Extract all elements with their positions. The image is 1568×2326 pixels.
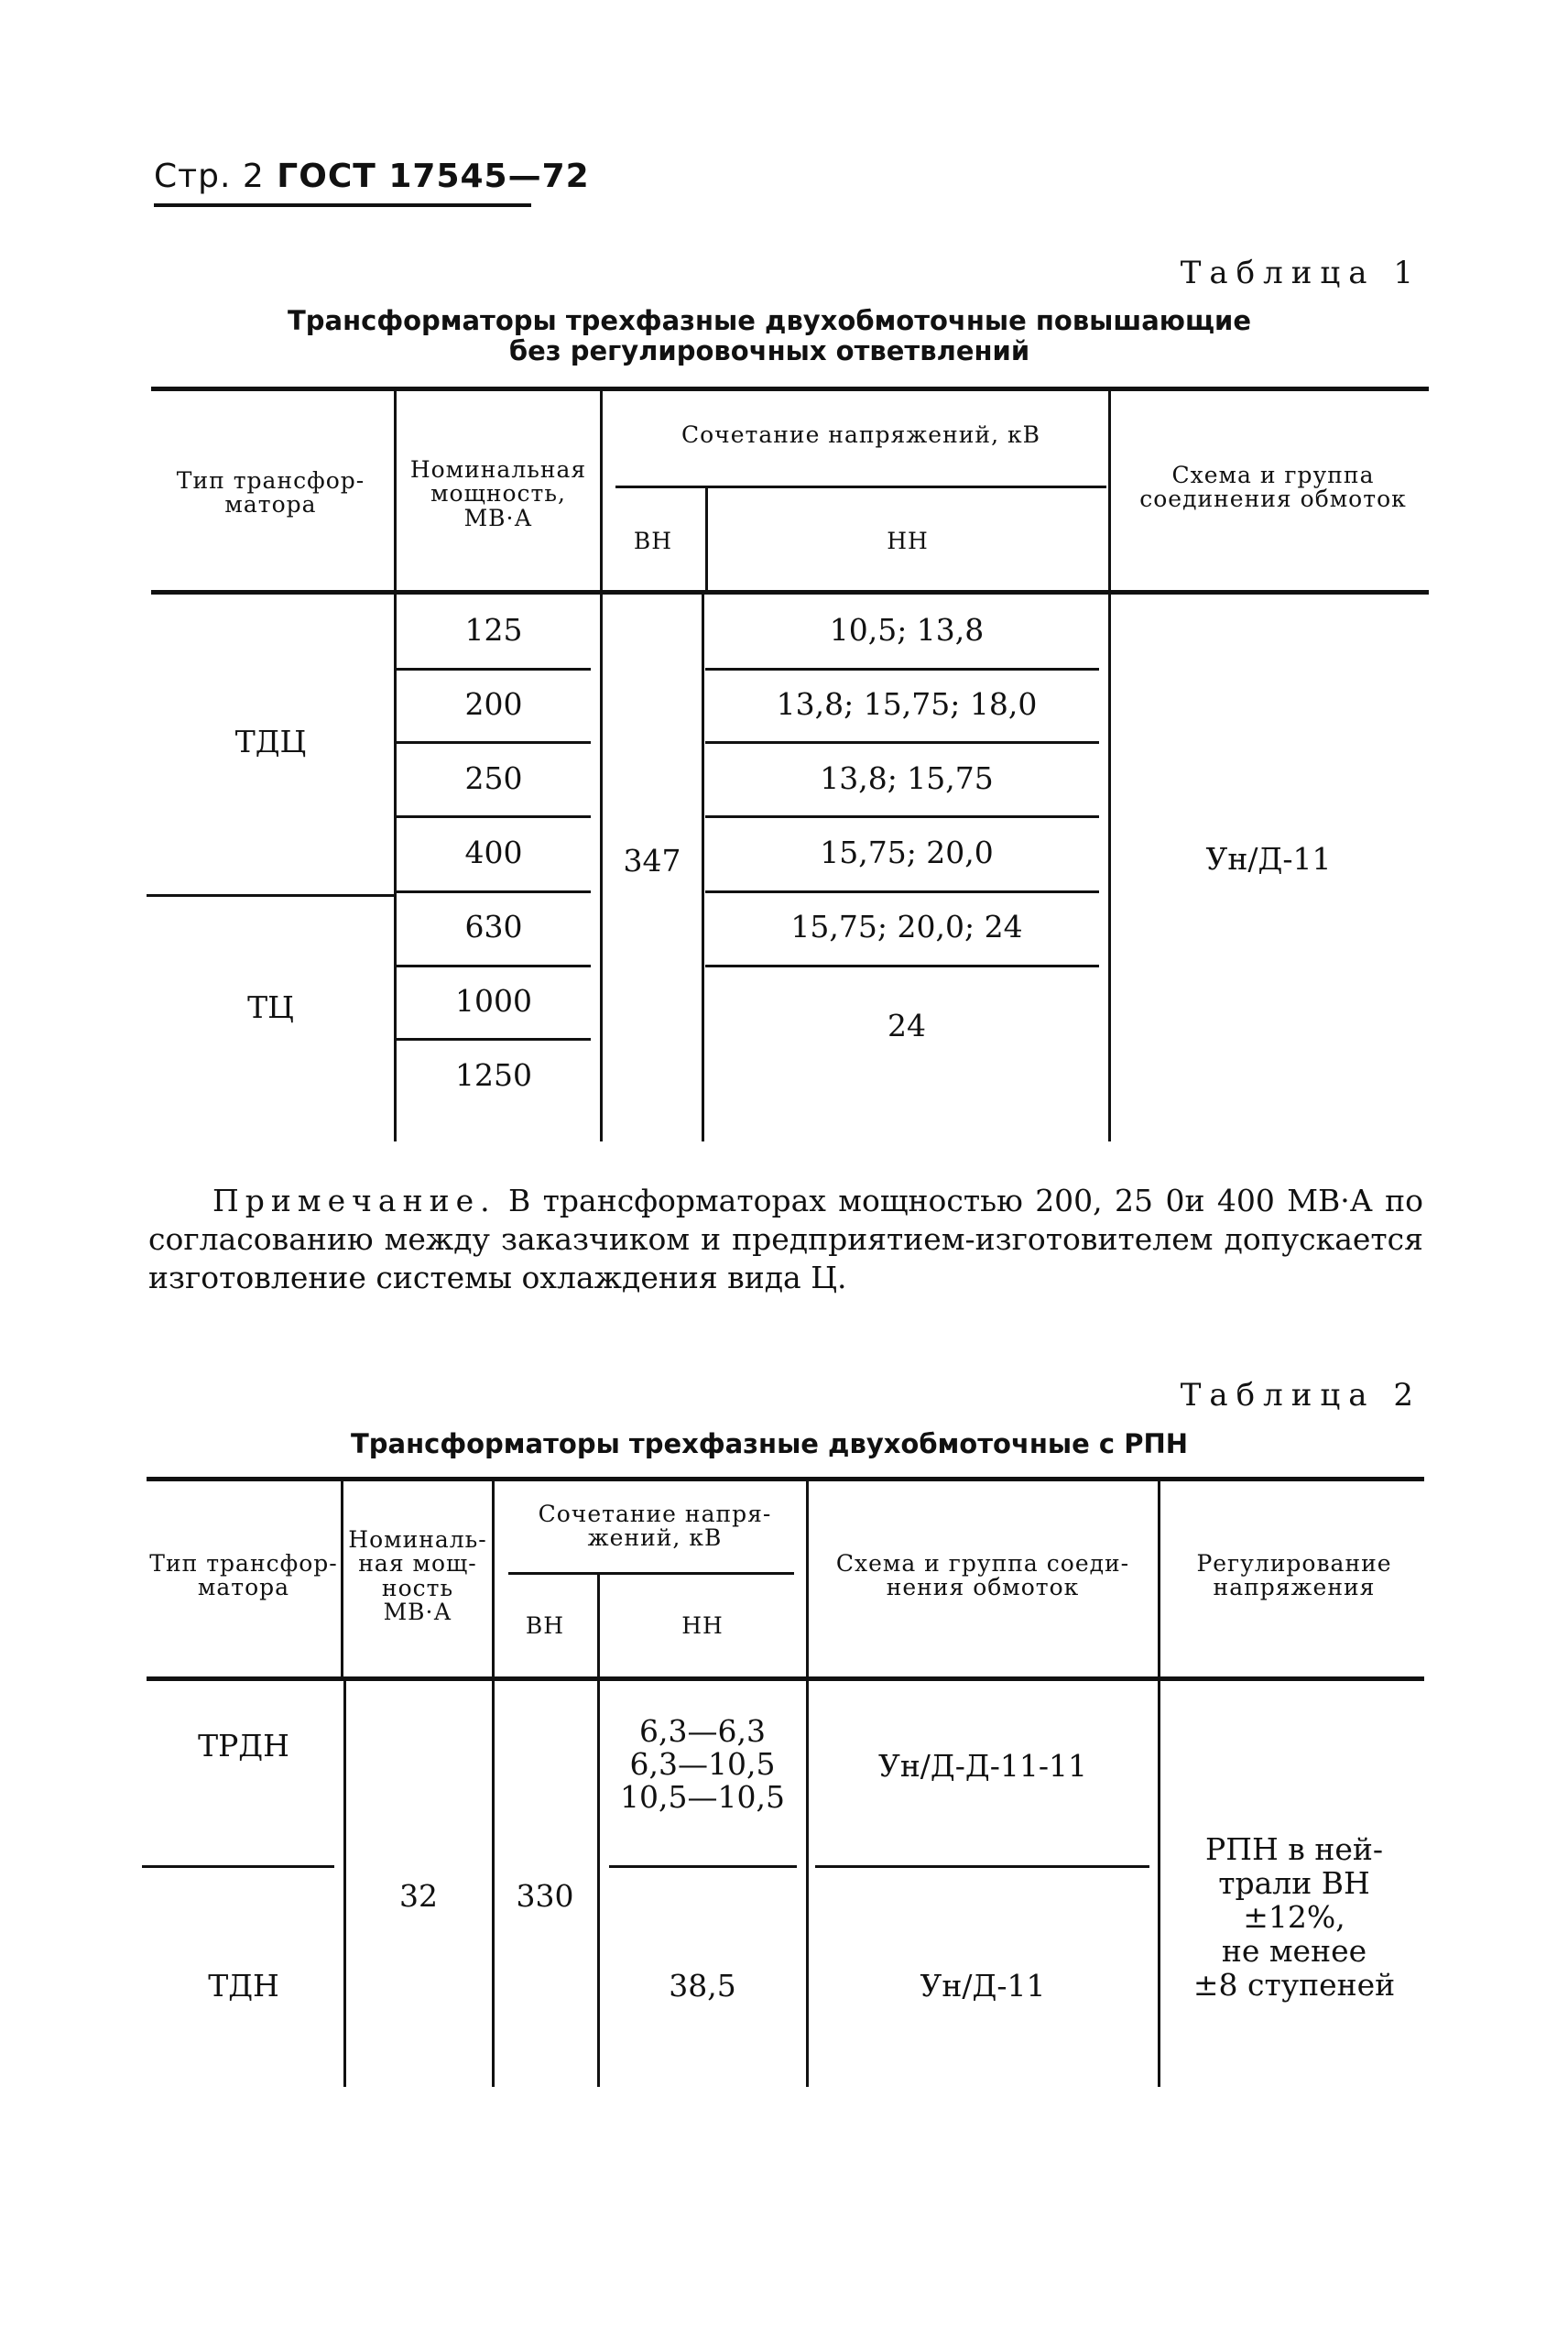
- table1-title-line1: Трансформаторы трехфазные двухобмоточные повышающие: [287, 305, 1252, 336]
- table1-title-line2: без регулировочных ответвлений: [508, 335, 1030, 367]
- table1-power-cell: 1250: [455, 1057, 532, 1093]
- table1-type-rule: [147, 894, 394, 897]
- table2-nn-value: 10,5—10,5: [620, 1779, 785, 1815]
- regulation-line: трали ВН: [1218, 1865, 1370, 1901]
- table1-voltage-subrule: [615, 486, 1106, 488]
- standard-number: ГОСТ 17545—72: [277, 158, 590, 195]
- header-rule: [154, 203, 531, 207]
- table1-vline: [705, 488, 708, 590]
- table2-vline: [597, 1681, 600, 2087]
- table2-scheme-trdn: Ун/Д-Д-11-11: [877, 1748, 1088, 1784]
- table1-scheme-cell: Ун/Д-11: [1205, 841, 1332, 877]
- table1-header-vn: ВН: [633, 528, 673, 554]
- table2-row-rule: [609, 1865, 797, 1868]
- table2-type-rule: [142, 1865, 334, 1868]
- table1-row-rule: [396, 1038, 591, 1041]
- table1-row-rule: [396, 741, 591, 744]
- table1-row-rule: [705, 965, 1099, 967]
- table1-nn-cell: 13,8; 15,75; 18,0: [776, 686, 1038, 722]
- page-number: Стр. 2: [154, 158, 265, 195]
- page-header: [154, 158, 590, 195]
- table1-power-cell: 250: [464, 760, 523, 796]
- table2-header-power: Номиналь-ная мощ-ность МВ·А: [348, 1526, 487, 1625]
- table1-nn-cell: 13,8; 15,75: [820, 760, 994, 796]
- table1-row-rule: [705, 668, 1099, 671]
- table1-power-cell: 200: [464, 686, 523, 722]
- table1-vline: [702, 595, 704, 1141]
- regulation-line: РПН в ней-: [1205, 1831, 1383, 1867]
- table1-header-power: Номинальная мощность, МВ·А: [409, 456, 587, 531]
- table2-header-regulation: Регулирование напряжения: [1196, 1550, 1392, 1601]
- table1-nn-cell: 15,75; 20,0: [820, 835, 994, 870]
- table2-type-cell: ТРДН: [198, 1728, 289, 1764]
- table1-row-rule: [396, 815, 591, 818]
- regulation-line: ±8 ступеней: [1192, 1967, 1396, 2003]
- table2-vline: [1158, 1681, 1160, 2087]
- table1-nn-cell: 10,5; 13,8: [829, 612, 985, 648]
- table2-vline: [341, 1481, 343, 1676]
- table2-nn-tdn: 38,5: [669, 1968, 736, 2004]
- table2-regulation-cell: [1161, 1832, 1427, 2002]
- table2-header-voltage: Сочетание напря-жений, кВ: [538, 1501, 772, 1552]
- note-text: В трансформаторах мощностью 200, 25 0и 400 МВ·А по согласованию между заказчиком и предприятием-изготовителем допускается изготовление системы охлаждения вида Ц.: [148, 1183, 1423, 1296]
- table1-nn-cell: 24: [887, 1008, 926, 1043]
- table2-vline: [806, 1481, 809, 1676]
- table2-scheme-tdn: Ун/Д-11: [920, 1968, 1046, 2004]
- table2-nn-trdn: [601, 1715, 804, 1814]
- table1-header-nn: НН: [887, 528, 929, 554]
- table1-row-rule: [396, 890, 591, 893]
- table2-vline: [1158, 1481, 1160, 1676]
- regulation-line: не менее: [1221, 1933, 1367, 1969]
- table2-header-nn: НН: [681, 1612, 724, 1639]
- table1-type-cell: ТЦ: [247, 989, 294, 1025]
- table1-power-cell: 400: [464, 835, 523, 870]
- table1-nn-cell: 15,75; 20,0; 24: [790, 909, 1023, 945]
- regulation-line: ±12%,: [1243, 1899, 1345, 1935]
- table2-power-cell: 32: [399, 1878, 438, 1914]
- table1-row-rule: [396, 965, 591, 967]
- table2-type-cell: ТДН: [208, 1968, 279, 2004]
- table1-row-rule: [705, 815, 1099, 818]
- table2-caption: Таблица 2: [1180, 1377, 1421, 1414]
- table2-vline: [597, 1575, 600, 1676]
- table2-header-scheme: Схема и группа соеди-нения обмоток: [835, 1550, 1130, 1601]
- table2-row-rule: [815, 1865, 1149, 1868]
- table2-nn-value: 6,3—6,3: [639, 1713, 766, 1749]
- table1-row-rule: [705, 741, 1099, 744]
- table1-caption: Таблица 1: [1180, 255, 1421, 291]
- table2-top-rule: [147, 1477, 1424, 1481]
- table2-title: Трансформаторы трехфазные двухобмоточные с РПН: [351, 1428, 1188, 1459]
- table1-top-rule: [151, 387, 1429, 391]
- table2-header-type: Тип трансфор-матора: [149, 1550, 338, 1601]
- table1-row-rule: [705, 890, 1099, 893]
- table1-power-cell: 125: [464, 612, 523, 648]
- table1-header-voltage: Сочетание напряжений, кВ: [681, 421, 1040, 448]
- table1-header-rule: [151, 590, 1429, 595]
- table2-vline: [806, 1681, 809, 2087]
- note-lead: Примечание.: [212, 1183, 496, 1218]
- table2-vn-cell: 330: [516, 1878, 574, 1914]
- table1-vn-cell: 347: [623, 843, 681, 879]
- table1-header-type: Тип трансфор-матора: [176, 467, 365, 519]
- table1-type-cell: ТДЦ: [234, 724, 307, 759]
- table1-power-cell: 1000: [455, 983, 532, 1019]
- table2-header-rule: [147, 1676, 1424, 1681]
- table1-vline: [394, 391, 397, 590]
- table2-vline: [492, 1481, 495, 1676]
- table1-vline: [1108, 595, 1111, 1141]
- table2-voltage-subrule: [508, 1572, 794, 1575]
- table1-power-cell: 630: [464, 909, 523, 945]
- table2-nn-value: 6,3—10,5: [629, 1746, 776, 1782]
- table2-header-vn: ВН: [525, 1612, 565, 1639]
- table1-header-scheme: Схема и группа соединения обмоток: [1139, 462, 1407, 513]
- table1-vline: [1108, 391, 1111, 590]
- table1-note: [148, 1182, 1423, 1298]
- table1-vline: [600, 391, 603, 590]
- table1-title: [220, 306, 1319, 367]
- table1-row-rule: [396, 668, 591, 671]
